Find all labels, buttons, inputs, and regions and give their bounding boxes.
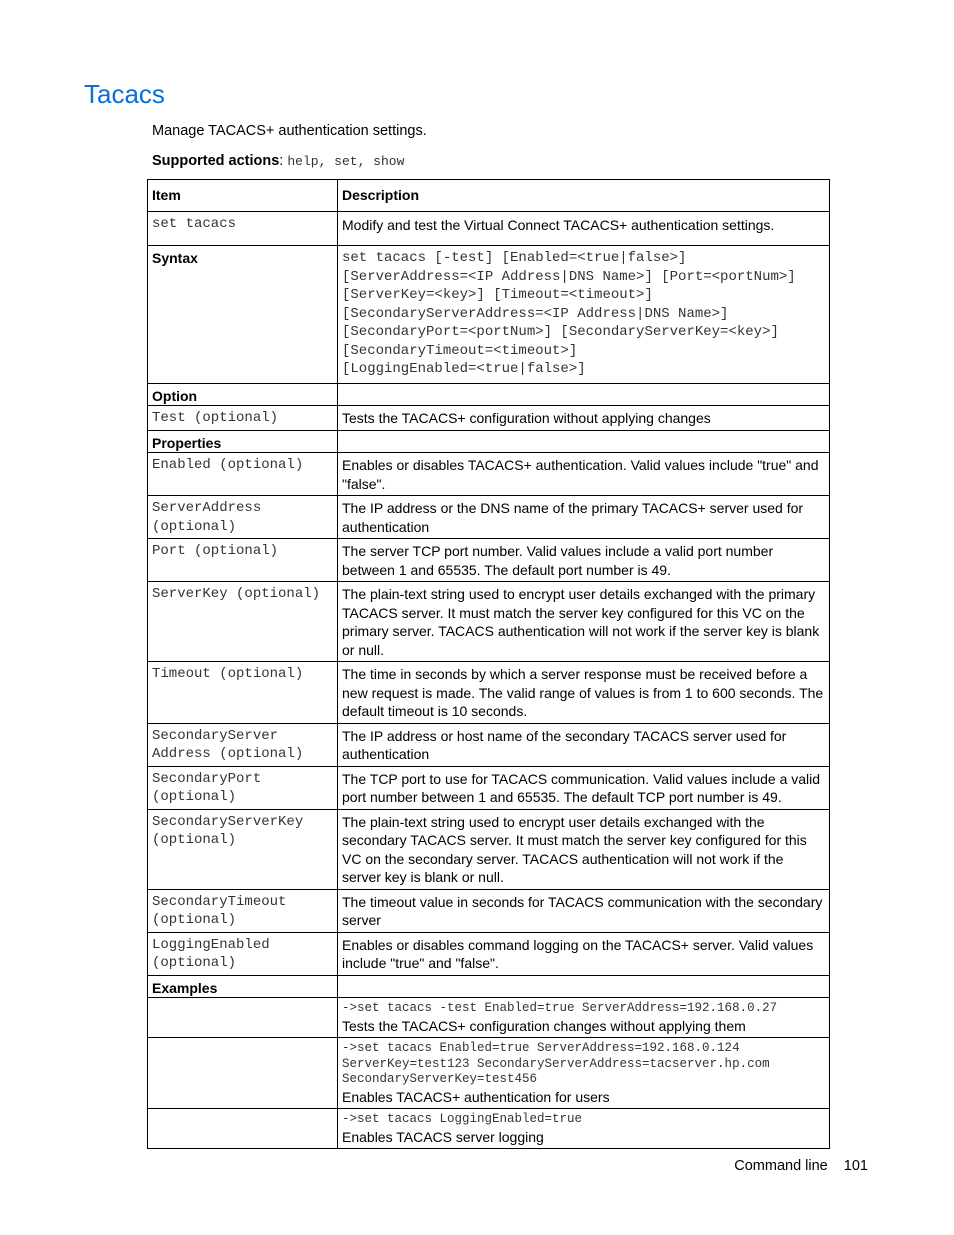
parameter-name: SecondaryServerKey (optional) [148,809,338,889]
supported-actions: Supported actions: help, set, show [152,153,405,169]
table-row [148,889,830,932]
parameter-name: SecondaryServer Address (optional) [148,723,338,766]
example-row [148,1038,830,1109]
syntax-line: [ServerKey=<key>] [Timeout=<timeout>] [342,287,653,303]
page-footer [734,1158,868,1174]
page-number: 101 [843,1158,868,1174]
parameter-description: The time in seconds by which a server response must be received before a new request is made. The valid range of values is from 1 to 600 seconds. The default timeout is 10 seconds. [338,662,830,724]
header-row [148,180,830,212]
table-row [148,539,830,582]
header-item: Item [148,180,338,212]
parameter-description: The IP address or the DNS name of the primary TACACS+ server used for authentication [338,496,830,539]
table-row [148,496,830,539]
parameter-description: The server TCP port number. Valid values include a valid port number between 1 and 65535. The default port number is 49. [338,539,830,582]
example-description: Enables TACACS server logging [342,1128,544,1145]
properties-section-empty [338,430,830,453]
syntax-line: [SecondaryTimeout=<timeout>] [342,342,578,359]
syntax-block [338,246,830,384]
parameter-name: Test (optional) [148,406,338,431]
example-command: ->set tacacs Enabled=true ServerAddress=192.168.0.124 [342,1041,740,1055]
parameter-name: SecondaryPort (optional) [148,766,338,809]
table-row [148,932,830,975]
example-description: Tests the TACACS+ configuration changes without applying them [342,1017,746,1034]
command-row [148,211,830,246]
table-row [148,809,830,889]
syntax-label: Syntax [148,246,338,384]
parameter-description: Tests the TACACS+ configuration without applying changes [338,406,830,431]
example-empty [148,1109,338,1149]
syntax-line: [SecondaryServerAddress=<IP Address|DNS Name>] [342,305,729,322]
example-row [148,1109,830,1149]
properties-label: Properties [148,430,338,453]
examples-section-empty [338,975,830,998]
examples-label: Examples [148,975,338,998]
option-section-empty [338,383,830,406]
supported-actions-values: help, set, show [287,154,405,169]
option-label: Option [148,383,338,406]
parameter-description: The TCP port to use for TACACS communication. Valid values include a valid port number between 1 and 65535. The default TCP port number is 49. [338,766,830,809]
syntax-row [148,246,830,384]
option-section-row [148,383,830,406]
parameter-description: The plain-text string used to encrypt user details exchanged with the primary TACACS server. It must match the server key configured for this VC on the primary server. TACACS authentication will not work if the server key is blank or null. [338,582,830,662]
reference-table [147,179,830,1149]
table-row [148,723,830,766]
parameter-name: SecondaryTimeout (optional) [148,889,338,932]
parameter-description: The IP address or host name of the secondary TACACS server used for authentication [338,723,830,766]
example-command: SecondaryServerKey=test456 [342,1072,538,1086]
table-row [148,766,830,809]
table-row [148,453,830,496]
table-row [148,582,830,662]
example-cell [338,998,830,1038]
syntax-line: [ServerAddress=<IP Address|DNS Name>] [Port=<portNum>] [342,268,796,285]
header-description: Description [338,180,830,212]
example-row [148,998,830,1038]
example-command: ->set tacacs -test Enabled=true ServerAddress=192.168.0.27 [342,1001,778,1015]
parameter-description: Enables or disables TACACS+ authentication. Valid values include "true" and "false". [338,453,830,496]
parameter-description: The plain-text string used to encrypt user details exchanged with the secondary TACACS server. It must match the server key configured for this VC on the secondary server. TACACS authentication will not work if the server key is blank or null. [338,809,830,889]
parameter-name: ServerAddress (optional) [148,496,338,539]
properties-section-row [148,430,830,453]
intro-text: Manage TACACS+ authentication settings. [152,123,427,139]
example-command: ServerKey=test123 SecondaryServerAddress=tacserver.hp.com [342,1056,770,1071]
footer-section: Command line [734,1158,828,1174]
syntax-line: set tacacs [-test] [Enabled=<true|false>] [342,250,687,266]
syntax-line: [SecondaryPort=<portNum>] [SecondaryServerKey=<key>] [342,324,779,340]
parameter-description: The timeout value in seconds for TACACS communication with the secondary server [338,889,830,932]
table-row [148,662,830,724]
syntax-line: [LoggingEnabled=<true|false>] [342,361,586,377]
example-command: ->set tacacs LoggingEnabled=true [342,1112,583,1126]
parameter-name: Timeout (optional) [148,662,338,724]
parameter-name: Port (optional) [148,539,338,582]
command-description: Modify and test the Virtual Connect TACACS+ authentication settings. [338,211,830,246]
parameter-name: Enabled (optional) [148,453,338,496]
example-cell [338,1109,830,1149]
example-empty [148,1038,338,1109]
examples-section-row [148,975,830,998]
command-item: set tacacs [148,211,338,246]
parameter-name: ServerKey (optional) [148,582,338,662]
example-empty [148,998,338,1038]
table-row [148,406,830,431]
page-title: Tacacs [84,79,165,109]
parameter-description: Enables or disables command logging on the TACACS+ server. Valid values include "true" and "false". [338,932,830,975]
supported-actions-label: Supported actions [152,153,280,169]
parameter-name: LoggingEnabled (optional) [148,932,338,975]
example-cell [338,1038,830,1109]
example-description: Enables TACACS+ authentication for users [342,1088,610,1105]
